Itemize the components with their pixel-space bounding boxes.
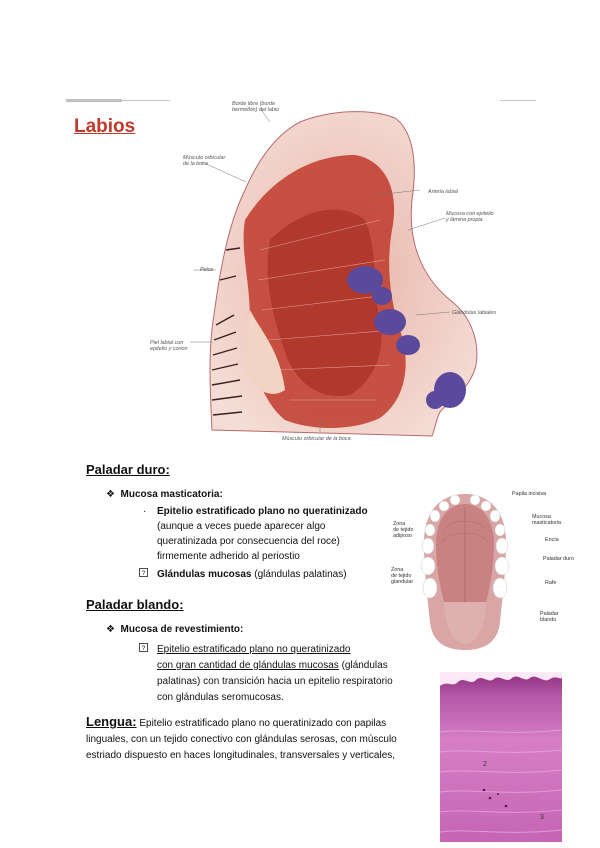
paladar-blando-line-4: con glándulas seromucosas. bbox=[157, 692, 284, 703]
diamond-bullet-icon: ❖ bbox=[106, 489, 115, 500]
label-paladar-duro-fig: Paladar duro bbox=[543, 556, 574, 562]
paladar-duro-line-3: queratinizada por consecuencia del roce) bbox=[157, 536, 340, 547]
paladar-duro-line-5: Glándulas mucosas (glándulas palatinas) bbox=[157, 569, 347, 580]
paladar-blando-line-1: Epitelio estratificado plano no queratinizado bbox=[157, 644, 351, 655]
label-pelos: Pelos bbox=[200, 267, 214, 273]
label-musculo-bottom: Músculo orbicular de la boca bbox=[282, 436, 351, 442]
label-mucosa: Mucosa con epitelio y lámina propia bbox=[446, 211, 494, 223]
heading-paladar-blando: Paladar blando: bbox=[86, 597, 184, 612]
label-musculo-orbicular: Músculo orbicular de la boca bbox=[183, 155, 226, 167]
label-paladar-blando-fig: Paladar blando bbox=[540, 611, 559, 624]
label-papila-incisiva: Papila incisiva bbox=[512, 491, 547, 497]
tongue-mark-2: 2 bbox=[483, 761, 487, 768]
label-rafe: Rafe bbox=[545, 580, 557, 586]
label-borde-libre: Borde libre (borde bermellón) del labio bbox=[232, 101, 280, 113]
paladar-blando-line-3: palatinas) con transición hacia un epitelio respiratorio bbox=[157, 676, 393, 687]
svg-text:?: ? bbox=[141, 571, 146, 577]
lengua-text: Epitelio estratificado plano no queratinizado con papilas linguales, con un tejido conectivo con glándulas serosas, con músculo estriado dispuesto en haces longitudinales, transversales y verticales, bbox=[86, 718, 397, 761]
label-piel-labial: Piel labial con epitelio y corion bbox=[150, 340, 188, 352]
label-encia: Encía bbox=[545, 537, 559, 543]
box-bullet-icon bbox=[139, 568, 148, 581]
svg-text:?: ? bbox=[141, 646, 146, 652]
heading-lengua: Lengua: bbox=[86, 714, 137, 729]
bullet-mucosa-revestimiento: ❖ Mucosa de revestimiento: bbox=[106, 624, 244, 635]
label-arteria-labial: Arteria labial bbox=[428, 189, 458, 195]
paladar-duro-line-1: Epitelio estratificado plano no queratinizado bbox=[157, 506, 368, 517]
paladar-blando-line-2: con gran cantidad de glándulas mucosas (glándulas bbox=[157, 660, 388, 671]
heading-paladar-duro: Paladar duro: bbox=[86, 462, 170, 477]
palate-figure bbox=[420, 492, 510, 652]
diamond-bullet-icon: ❖ bbox=[106, 624, 115, 635]
dot-bullet-icon: · bbox=[143, 506, 147, 517]
paladar-duro-line-4: firmemente adherido al periostio bbox=[157, 551, 300, 562]
bullet-mucosa-masticatoria: ❖ Mucosa masticatoria: bbox=[106, 489, 223, 500]
box-bullet-icon bbox=[139, 643, 148, 656]
label-mucosa-masticatoria: Mucosa masticatoria bbox=[532, 514, 562, 527]
label-zona-adiposo: Zona de tejido adiposo bbox=[393, 521, 414, 540]
tongue-mark-3: 3 bbox=[540, 814, 544, 821]
page-title: Labios bbox=[74, 116, 136, 137]
lengua-paragraph bbox=[86, 714, 426, 764]
label-glandulas-labiales: Glándulas labiales bbox=[452, 310, 497, 316]
paladar-duro-line-2: (aunque a veces puede aparecer algo bbox=[157, 521, 326, 532]
label-zona-glandular: Zona de tejido glandular bbox=[391, 567, 414, 586]
